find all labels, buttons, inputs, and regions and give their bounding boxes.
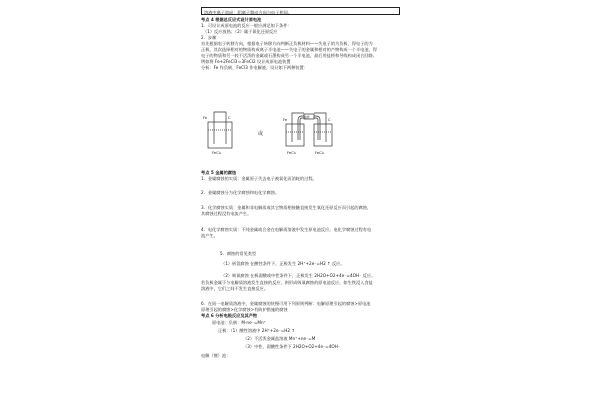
- section-5-paragraph: （2）吸氧腐蚀 在极弱酸或中性条件下，正极发生 2H2O+O2+4e⁻=4OH⁻ 反应。: [221, 273, 376, 278]
- cell2-left-solution-label: FeCl₂: [287, 151, 297, 155]
- section-4-line: 1．可设计成原电池的反应一般应满足如下条件：: [201, 23, 292, 28]
- boxed-note-text: 溶液中离子流向：阴离子移动方向与电子相同。: [204, 9, 292, 15]
- section-4-title: 考点 4 根据总反应式设计原电池: [201, 17, 262, 22]
- beaker-left: [286, 124, 304, 146]
- section-4-line: 首先根据电子转移方向，根据电子转移方向判断正负极材料——失电子的为负极，得电子的为: [201, 41, 373, 46]
- section-4-line: 电子的物质和另一较不活泼的金属或石墨构成另一个半电池，最后用盐桥和导线构成闭合回路。: [201, 53, 377, 58]
- cell2-right-label: C: [328, 118, 331, 122]
- wire-right: [314, 113, 326, 116]
- boxed-note: [201, 7, 400, 15]
- section-4-line: 分析：Fe 作负极，FeCl3 作电解液，设计如下两种装置：: [201, 65, 308, 70]
- or-label: 或: [258, 131, 264, 137]
- section-6-line: 电解（镀）池：: [201, 353, 231, 358]
- section-5-paragraph: 流产生。: [201, 233, 218, 238]
- salt-bridge: [298, 116, 320, 140]
- section-6-line: （2）不活泼金属盐溶液 Mn⁺+ne⁻=M: [243, 336, 316, 341]
- section-6-line: 原电池：负极：M-ne⁻=Mn⁺: [212, 320, 266, 325]
- section-5-title: 考点 5 金属的腐蚀: [201, 170, 237, 175]
- cell1-right-label: C: [228, 116, 231, 120]
- section-4-line: （1）反应放热；（2）属于氧化还原反应: [203, 29, 278, 34]
- cell2-left-label: Fe: [283, 118, 288, 122]
- wire-left: [292, 113, 304, 116]
- section-5-paragraph: 原理引起的腐蚀>化学腐蚀>有防护措施的腐蚀: [201, 307, 288, 312]
- section-5-paragraph: 2．金属腐蚀分为化学腐蚀和电化学腐蚀。: [201, 190, 280, 195]
- beaker-right: [314, 124, 332, 146]
- section-5-paragraph: 6．在同一电解质溶液中，金属腐蚀的快慢可用下列原则判断：电解原理引起的腐蚀>原电池: [201, 301, 371, 306]
- cell1-solution-label: FeCl₃: [212, 151, 222, 155]
- wire: [214, 112, 226, 114]
- beaker: [208, 122, 232, 148]
- section-5-paragraph: 3．化学腐蚀实质：金属和非电解质或其它物质相接触直接发生氧化还原反应而引起的腐蚀，: [201, 205, 372, 210]
- salt-bridge-label: 盐桥: [304, 114, 310, 119]
- section-5-paragraph: 溶液中，它们之间不发生直接反应。: [201, 286, 269, 291]
- section-5-paragraph: 其腐蚀过程没有电流产生。: [201, 211, 252, 216]
- cell1-left-label: Fe: [203, 116, 208, 120]
- section-6-line: 正极：（1）酸性溶液中 2H⁺+2e⁻=H2 ↑: [218, 328, 295, 333]
- section-6-title: 考点 6 分析电极反应及其产物: [201, 313, 258, 318]
- salt-bridge-inner: [300, 118, 318, 140]
- section-4-line: 正极，其次选择相对的物质构成离子半电池——失电子的金属和相对的产物构成一个半电池，得: [201, 47, 377, 52]
- section-4-line: 例如将 Fe+2FeCl3＝3FeCl2 设计成原电池装置: [201, 59, 291, 64]
- section-6-line: （3）中性、弱酸性条件下 2H2O+O2+4e⁻=4OH⁻: [243, 344, 341, 349]
- section-5-paragraph: （1）析氢腐蚀 在酸性条件下，正极发生 2H⁺+2e⁻=H2 ↑ 反应。: [221, 261, 345, 266]
- section-5-paragraph: 5．腐蚀的常见类型: [220, 251, 257, 256]
- cell2-right-solution-label: FeCl₃: [315, 151, 325, 155]
- section-4-line: 2．步骤: [201, 35, 217, 40]
- section-5-paragraph: 1．金属腐蚀的实质：金属原子失去电子被氧化而消耗的过程。: [201, 176, 317, 181]
- section-5-paragraph: 4．电化学腐蚀实质：不纯金属或合金在电解质溶液中发生原电池反应。电化学腐蚀过程有电: [201, 227, 372, 232]
- section-5-paragraph: 若负极金属不与电解质溶液发生直接的反应，则形成吸氧腐蚀的原电池反应。如生铁浸入食盐: [201, 280, 373, 285]
